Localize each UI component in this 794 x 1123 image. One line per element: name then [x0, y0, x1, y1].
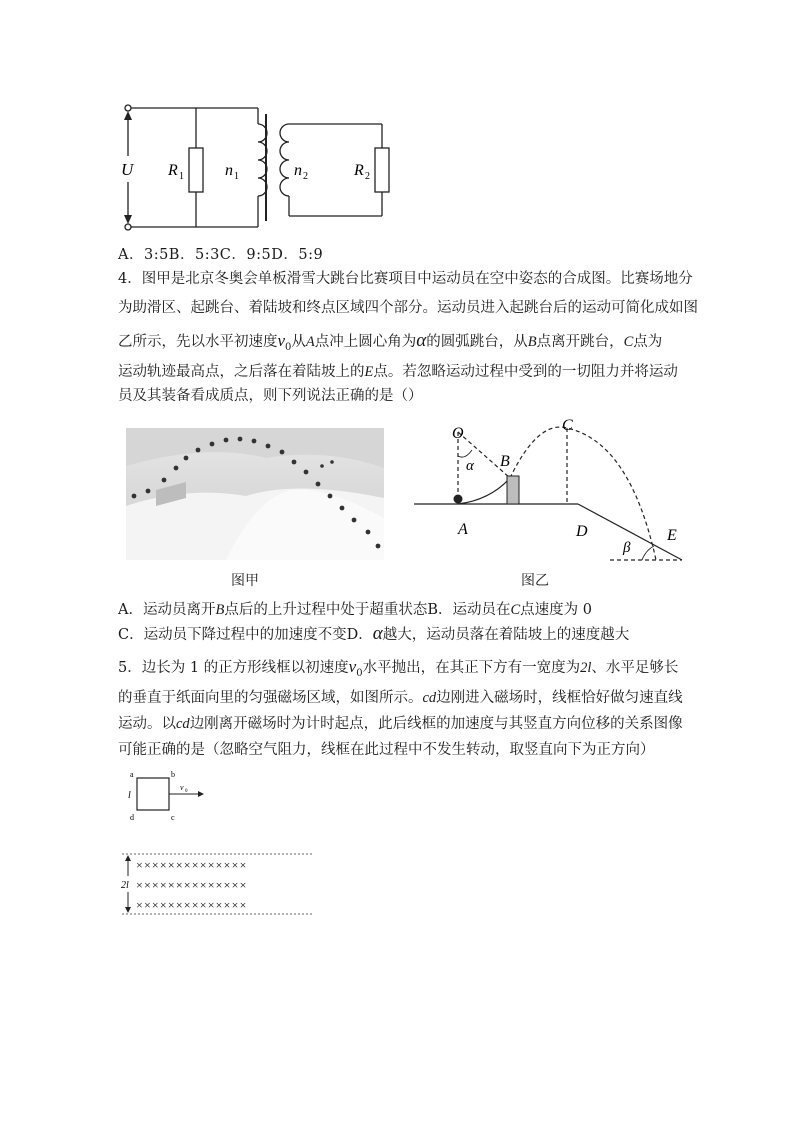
resistor-r1 [189, 148, 203, 192]
snowboard-photo [126, 428, 384, 560]
label-n2-sub: 2 [303, 171, 308, 182]
resistor-r2 [375, 148, 389, 192]
q4-options-ab: A．运动员离开B点后的上升过程中处于超重状态B．运动员在C点速度为 0 [118, 602, 593, 618]
q4-line-4: 运动轨迹最高点，之后落在着陆坡上的E点。若忽略运动过程中受到的一切阻力并将运动 [118, 364, 678, 380]
ski-jump-diagram [410, 412, 700, 567]
frame-label-a: a [130, 770, 134, 779]
caption-figure-a: 图甲 [231, 573, 259, 589]
fig-label-b: B [500, 453, 510, 470]
magnetic-field-figure [118, 848, 318, 920]
q4-line-2: 为助滑区、起跳台、着陆坡和终点区域四个部分。运动员进入起跳台后的运动可简化成如图 [118, 300, 698, 316]
label-n2: n [294, 162, 302, 179]
label-r2-sub: 2 [365, 171, 370, 182]
q4-options-cd: C．运动员下降过程中的加速度不变D．α越大，运动员落在着陆坡上的速度越大 [118, 623, 630, 644]
fig-label-o: O [452, 425, 464, 442]
frame-label-v: v [180, 783, 184, 792]
terminal-top [125, 105, 131, 111]
transformer-circuit-figure [112, 100, 402, 235]
caption-figure-b: 图乙 [521, 573, 549, 589]
fig-label-beta: β [623, 540, 631, 556]
field-row-3: ×××××××××××××× [136, 898, 248, 912]
label-r1: R [168, 162, 178, 179]
frame-label-c: c [171, 813, 175, 822]
q4-line-3: 乙所示，先以水平初速度$v_0$从A点冲上圆心角为α的圆弧跳台，从B点离开跳台，C点为 [118, 330, 663, 353]
label-r1-sub: 1 [179, 171, 184, 182]
q5-line-3: 运动。以cd边刚离开磁场时为计时起点，此后线框的加速度与其竖直方向位移的关系图像 [118, 716, 683, 732]
field-width-label: 2l [121, 880, 129, 891]
fig-label-c: C [562, 417, 573, 434]
field-row-2: ×××××××××××××× [136, 878, 248, 892]
q5-line-4: 可能正确的是（忽略空气阻力，线框在此过程中不发生转动，取竖直向下为正方向） [118, 742, 655, 758]
label-n1: n [225, 162, 233, 179]
square-frame-figure [122, 768, 222, 824]
secondary-coil [280, 124, 289, 196]
label-u: U [121, 160, 134, 179]
terminal-bottom [125, 224, 131, 230]
fig-label-e: E [667, 527, 677, 544]
field-row-1: ×××××××××××××× [136, 858, 248, 872]
fig-label-a: A [458, 521, 468, 538]
fig-label-alpha: α [466, 458, 474, 474]
q5-line-1: 5．边长为 1 的正方形线框以初速度$v_0$水平抛出，在其正下方有一宽度为2l、水平足够长 [118, 657, 679, 679]
frame-label-b: b [171, 770, 175, 779]
label-r2: R [354, 162, 364, 179]
fig-label-d: D [576, 523, 588, 540]
q5-line-2: 的垂直于纸面向里的匀强磁场区域，如图所示。cd边刚进入磁场时，线框恰好做匀速直线 [118, 690, 683, 706]
square-frame [137, 778, 169, 810]
q3-options: A．3:5B．5:3C．9:5D．5:9 [118, 247, 324, 263]
frame-label-l: l [128, 790, 131, 801]
frame-label-d: d [130, 813, 134, 822]
label-n1-sub: 1 [234, 171, 239, 182]
frame-label-v-sub: 0 [185, 789, 188, 794]
q4-line-1: 4．图甲是北京冬奥会单板滑雪大跳台比赛项目中运动员在空中姿态的合成图。比赛场地分 [118, 271, 693, 287]
q4-line-5: 员及其装备看成质点，则下列说法正确的是（） [118, 388, 423, 404]
